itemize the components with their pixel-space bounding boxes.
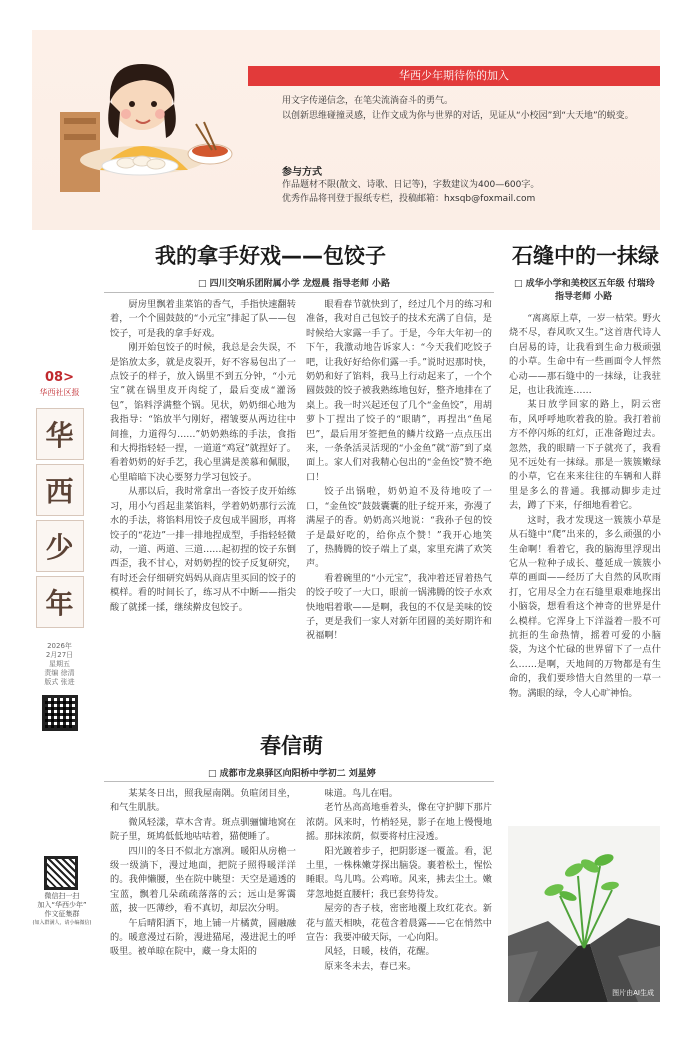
wechat-qr-code	[44, 856, 78, 890]
paragraph: 刚开始包饺子的时候，我总是会失误，不是馅放太多，就是皮裂开，好不容易包出了一点饺子的样子，放入锅里不到五分钟，“小元宝”就在锅里皮开肉绽了，最后变成“灌汤包”，馅料浮满整个锅。见状，奶奶细心地为我指导：“馅放半勺刚好，褶皱要从两边往中间推，力道得匀……”奶奶熟练的手法，食指和大拇指轻轻一捏，一道道“鸡冠”就捏好了。看着奶奶的好手艺，我心里满是羡慕和佩服，心里暗暗下决心要努力学习包饺子。	[110, 342, 296, 483]
image-credit: 图片由AI生成	[612, 989, 654, 997]
banner-title: 华西少年期待你的加入	[248, 66, 660, 86]
paragraph: 某某冬日出，照我屋南隅。负暄闭目坐，和气生肌肤。	[110, 788, 296, 814]
sidebar	[32, 370, 87, 731]
paragraph: 午后晴阳洒下，地上铺一片橘黄，圆融融的。暖意漫过石阶，漫进猫尾，漫进泥土的呼吸里。被单晾在院中，藏一身太阳的	[110, 917, 296, 958]
paragraph: 从那以后，我时常拿出一沓饺子皮开始练习，用小勺舀起韭菜馅料，学着奶奶那行云流水的手法，将馅料用饺子皮包成半圆形，再将饺子的“花边”一排一排地捏成型，手指轻轻微动，一道、两道、三道……起初捏的饺子东倒西歪，我不甘心，对奶奶捏的饺子反复研究，有时还会仔细研究妈妈从商店里买回的饺子的模样。看的时间长了，练习从不中断——指尖酸了就揉一揉，继续擀皮包饺子。	[110, 486, 296, 613]
brand-char: 华	[36, 408, 84, 460]
paragraph: 微风轻漾，草木含青。斑点驯骊慵地窝在院子里，斑鸠低低地咕咕着，猫便睡了。	[110, 816, 296, 843]
qr-caption-line: 加入“华西少年”	[37, 901, 87, 909]
paragraph: 这时，我才发现这一簇簇小草是从石缝中“爬”出来的，多么顽强的小生命啊！看着它，我的脑海里浮现出它从一粒种子成长、蔓延成一簇簇小草的画面——经历了大自然的风吹雨打，它用尽全力在石缝里艰难地探出小脑袋，想看看这个神奇的世界是什么模样。它浑身上下洋溢着一股不可抗拒的生命热情，摇着可爱的小脑袋，为这个忙碌的世界留下了一点什么……是啊，天地间的万物都是有生命的，我们要珍惜大自然里的一草一物。满眼的绿，令人心旷神怡。	[509, 514, 661, 699]
qr-caption	[30, 892, 94, 928]
article2-advisor: 指导老师 小路	[555, 292, 613, 302]
brand-char: 西	[36, 464, 84, 516]
banner	[32, 30, 660, 230]
brand-char: 年	[36, 576, 84, 628]
banner-line-2: 以创新思维碰撞灵感，让作文成为你与世界的对话，见证从“小校园”到“大天地”的蜕变。	[282, 111, 634, 121]
brand-char: 少	[36, 520, 84, 572]
article2-byline: □ 成华小学和美校区五年级 付瑞玲	[514, 279, 655, 289]
paragraph: 屋旁的杏子枝，密密地覆上玫红花衣。新花与蓝天相映，花苞含着晨露——它在悄然中宣告：我要冲破天际，一心向阳。	[306, 903, 492, 944]
paragraph: 某日放学回家的路上，阴云密布，风呼呼地吹着我的脸。我打着前方不停闪烁的红灯，正准备跑过去。忽然，我的眼睛一下子就亮了，我看见不远处有一抹绿。那是一簇簇嫩绿的小草，它在来来往往的车辆和人群里是多么的普通。我挪动脚步走过去，蹲了下来，仔细地看着它。	[509, 399, 661, 512]
article3-byline: □ 成都市龙泉驿区向阳桥中学初二 刘星婷	[208, 769, 376, 779]
paragraph: 老竹丛高高地垂着头，像在守护脚下那片浓荫。风来时，竹梢轻晃，影子在地上慢慢地摇。那抹浓荫，似要将村庄浸透。	[306, 802, 492, 843]
girl-making-dumplings-illustration	[60, 42, 260, 192]
paragraph: 味道。鸟儿在唱。	[324, 788, 398, 799]
brand-masthead	[32, 408, 87, 632]
article1-column-2	[306, 298, 492, 644]
banner-line-1: 用文字传递信念，在笔尖流淌奋斗的勇气。	[282, 96, 454, 106]
article3-title: 春信萌	[260, 734, 323, 758]
issue-day: 2月27日	[45, 651, 74, 659]
rule-1: 作品题材不限(散文、诗歌、日记等)，字数建议为400—600字。	[282, 180, 540, 190]
article1-column-1	[110, 298, 296, 615]
qr-caption-line: 微信扫一扫	[44, 892, 80, 900]
article1-byline: □ 四川交响乐团附属小学 龙煜晨 指导老师 小路	[198, 279, 391, 289]
page-number: 08>	[45, 370, 74, 385]
paragraph: 饺子出锅啦，奶奶迫不及待地咬了一口，“金鱼饺”鼓鼓囊囊的肚子绽开来，弥漫了满屋子的香。奶奶高兴地说：“我孙子包的饺子是最好吃的，给你点个赞！”我开心地笑了，热腾腾的饺子端上了桌，家里充满了欢笑声。	[306, 486, 492, 570]
article1-title: 我的拿手好戏——包饺子	[155, 244, 386, 268]
article3-column-1	[110, 787, 296, 960]
paragraph: 原来冬未去，春已来。	[324, 960, 417, 972]
paragraph: 风轻，日暖，枝俏，花醒。	[324, 946, 435, 958]
paragraph: 四川的冬日不似北方凛冽。暖阳从房檐一级一级淌下，漫过地面，把院子照得暖洋洋的。我伸懒腰，坐在院中眺望：天空是通透的宝蓝，飘着几朵疏疏落落的云；远山是雾霭蓝，披一匹薄纱，看不真切，却层次分明。	[110, 845, 296, 915]
participation-heading: 参与方式	[282, 167, 322, 178]
qr-caption-line: (如入群满人，请小编微信)	[32, 920, 92, 926]
sprout-in-rock-image	[508, 826, 660, 1002]
qr-caption-line: 作文征集群	[44, 910, 80, 918]
qr-code	[42, 695, 78, 731]
paragraph: 厨房里飘着韭菜馅的香气，手指快速翻转着，一个个圆鼓鼓的“小元宝”排起了队——包饺子，可是我的拿手好戏。	[110, 299, 296, 339]
issue-year: 2026年	[47, 642, 72, 650]
sprout-illustration	[508, 826, 660, 1002]
divider	[104, 781, 494, 782]
article2-title: 石缝中的一抹绿	[512, 244, 659, 268]
rule-2: 优秀作品将刊登于报纸专栏，投稿邮箱：hxsqb@foxmail.com	[282, 194, 536, 204]
editor: 责编 徐清	[44, 669, 75, 677]
issue-meta	[32, 642, 87, 687]
section-name: 华西社区报	[39, 388, 80, 397]
issue-weekday: 星期五	[49, 660, 70, 668]
divider	[104, 292, 494, 293]
layout-editor: 版式 张进	[44, 678, 75, 686]
paragraph: 眼看春节就快到了，经过几个月的练习和准备，我对自己包饺子的技术充满了自信，是时候给大家露一手了。于是，今年大年初一的下午，我激动地告诉家人：“今天我们吃饺子吧，让我好好给你们露一手。”说时迟那时快，奶奶和好了馅料，我马上行动起来了，一个个圆鼓鼓的饺子被我熟练地包好，整齐地排在了桌上。我一时兴起还包了几个“金鱼饺”，用胡萝卜丁捏出了饺子的“眼睛”，再捏出“鱼尾巴”，最后用牙签把鱼的鳞片纹路一点点压出来，一条条活灵活现的“小金鱼”就“游”到了桌面上。家人们对我精心包出的“金鱼饺”赞不绝口！	[306, 299, 492, 483]
paragraph: “离离原上草，一岁一枯荣。野火烧不尽，春风吹又生。”这首唐代诗人白居易的诗，让我看到生命力极顽强的小草。生命中有一些画面令人怦然心动——那石缝中的一抹绿，让我驻足，也让我流连……	[509, 313, 661, 397]
article3-column-2	[306, 787, 492, 974]
paragraph: 看着碗里的“小元宝”，我冲着还冒着热气的饺子咬了一大口，眼前一锅沸腾的饺子水欢快地唱着歌——是啊，我包的不仅是美味的饺子，更是我们一家人对新年团圆的美好期许和祝福啊！	[306, 572, 492, 642]
article2-body	[509, 312, 661, 701]
paragraph: 阳光踱着步子，把阴影逐一覆盖。看，泥土里，一株株嫩芽探出脑袋。裹着松土，惺忪睡眼。鸟儿鸣。公鸡啼。风来，拂去尘土。嫩芽忽地挺直腰杆；我已套势待发。	[306, 845, 492, 900]
